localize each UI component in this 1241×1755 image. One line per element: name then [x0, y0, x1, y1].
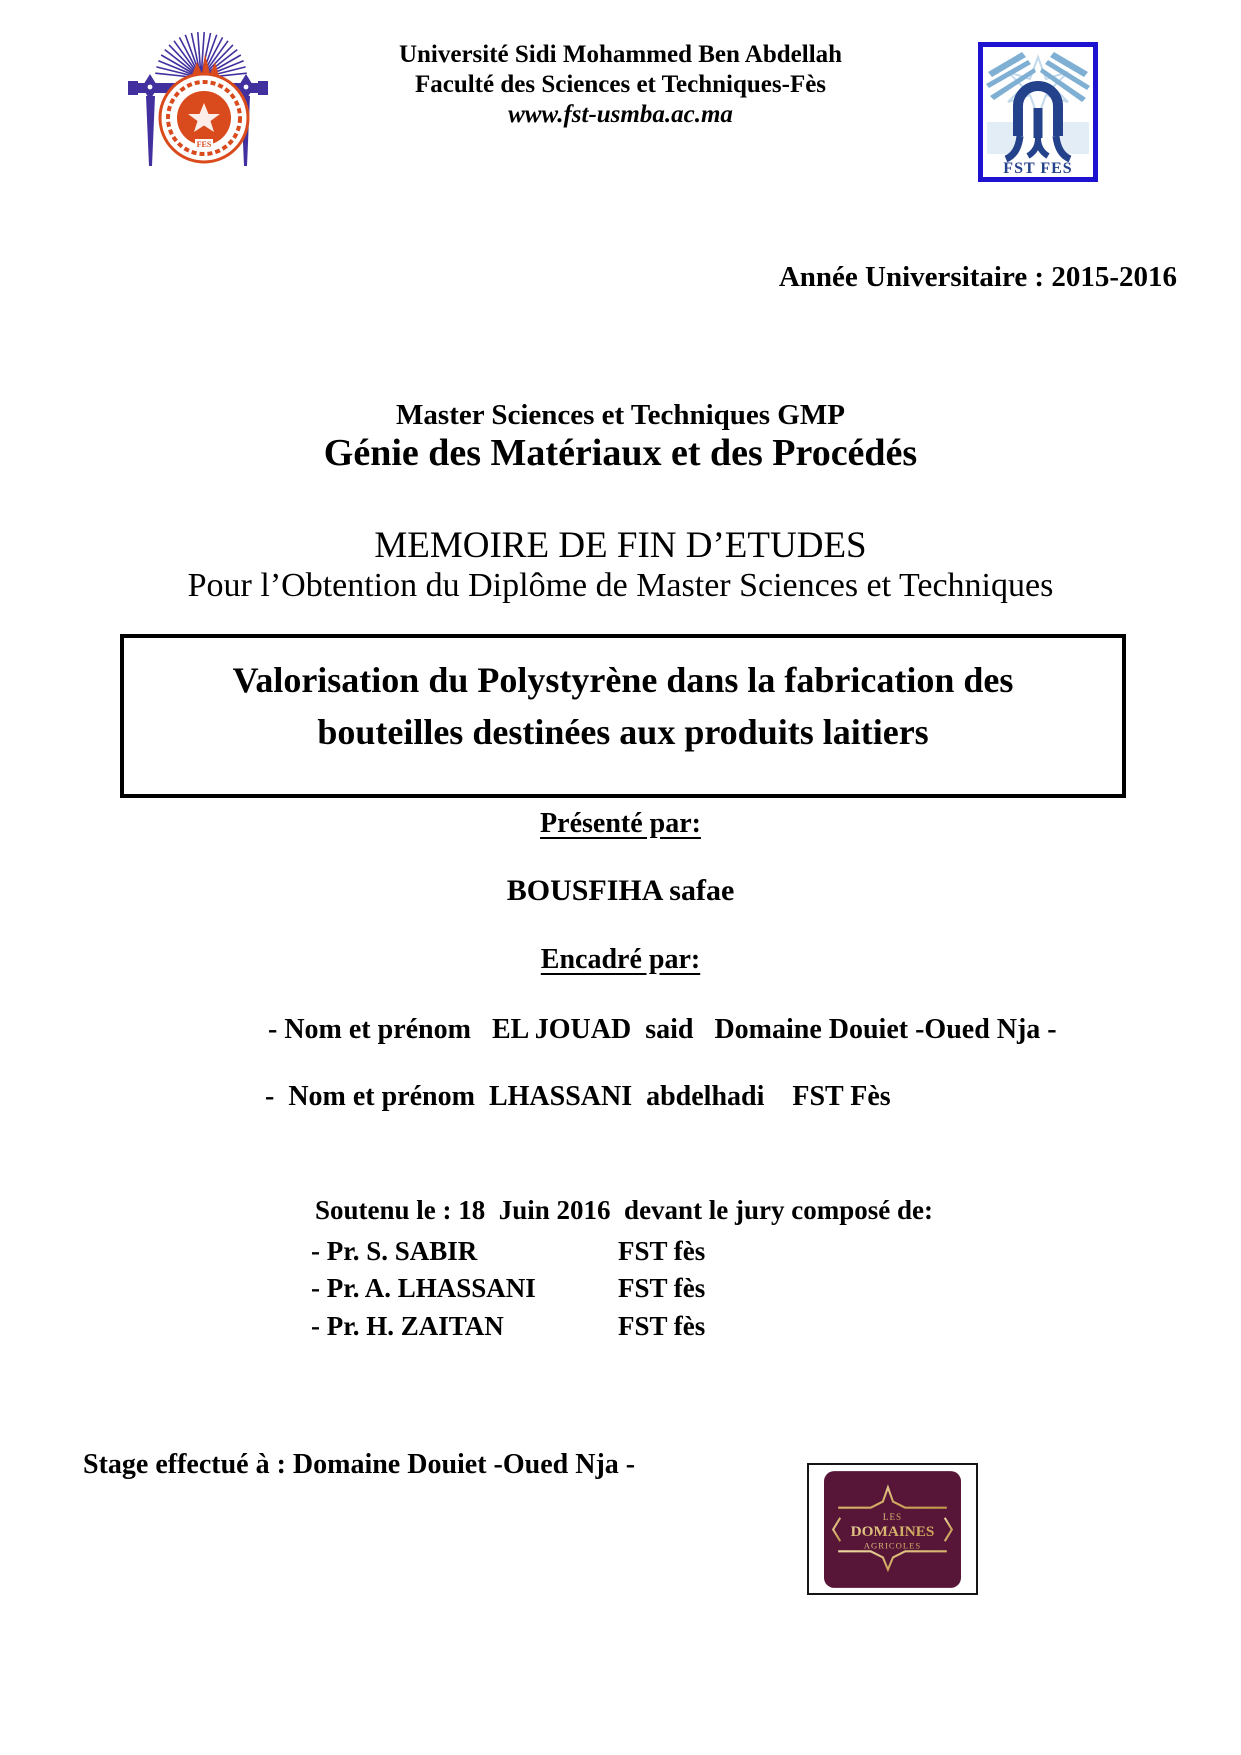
thesis-title-line-1: Valorisation du Polystyrène dans la fabrication des [232, 660, 1014, 700]
jury-member-row [311, 1311, 705, 1342]
university-name: Université Sidi Mohammed Ben Abdellah [398, 41, 843, 68]
fst-fes-label: FST FES [1003, 160, 1073, 177]
jury-member-name: - Pr. A. LHASSANI [311, 1273, 536, 1303]
defense-intro: Soutenu le : 18 Juin 2016 devant le jury composé de: [315, 1195, 934, 1225]
crest-fes-label: FES [196, 140, 212, 149]
program-line-2: Génie des Matériaux et des Procédés [323, 432, 918, 474]
jury-member-row [311, 1273, 705, 1304]
fst-fes-logo [978, 42, 1098, 182]
jury-member-row [311, 1236, 705, 1267]
jury-member-name: - Pr. S. SABIR [311, 1236, 478, 1266]
domaines-logo-line-2: DOMAINES [850, 1522, 935, 1540]
jury-member-name: - Pr. H. ZAITAN [311, 1311, 504, 1341]
website-url: www.fst-usmba.ac.ma [508, 101, 733, 128]
memoire-subheading: Pour l’Obtention du Diplôme de Master Sciences et Techniques [187, 567, 1054, 604]
domaines-logo-line-1: LES [882, 1511, 903, 1522]
faculty-name: Faculté des Sciences et Techniques-Fès [414, 71, 827, 98]
supervisor-line-2: - Nom et prénom LHASSANI abdelhadi FST Fès [265, 1081, 891, 1112]
program-line-1: Master Sciences et Techniques GMP [396, 399, 845, 431]
thesis-title-line-2: bouteilles destinées aux produits laitiers [317, 712, 929, 752]
domaines-agricoles-logo [807, 1463, 978, 1595]
memoire-heading: MEMOIRE DE FIN D’ETUDES [374, 525, 867, 566]
academic-year: Année Universitaire : 2015-2016 [778, 261, 1177, 293]
jury-member-affiliation: FST fès [618, 1311, 706, 1341]
thesis-title-box [120, 634, 1126, 798]
presented-by-label: Présenté par: [540, 808, 701, 839]
domaines-logo-line-3: AGRICOLES [863, 1539, 922, 1550]
jury-member-affiliation: FST fès [618, 1236, 706, 1266]
supervised-by-label: Encadré par: [540, 944, 701, 975]
supervisor-line-1: - Nom et prénom EL JOUAD said Domaine Douiet -Oued Nja - [268, 1014, 1057, 1045]
jury-member-affiliation: FST fès [618, 1273, 706, 1303]
internship-location: Stage effectué à : Domaine Douiet -Oued Nja - [83, 1449, 636, 1480]
candidate-name: BOUSFIHA safae [506, 874, 735, 907]
